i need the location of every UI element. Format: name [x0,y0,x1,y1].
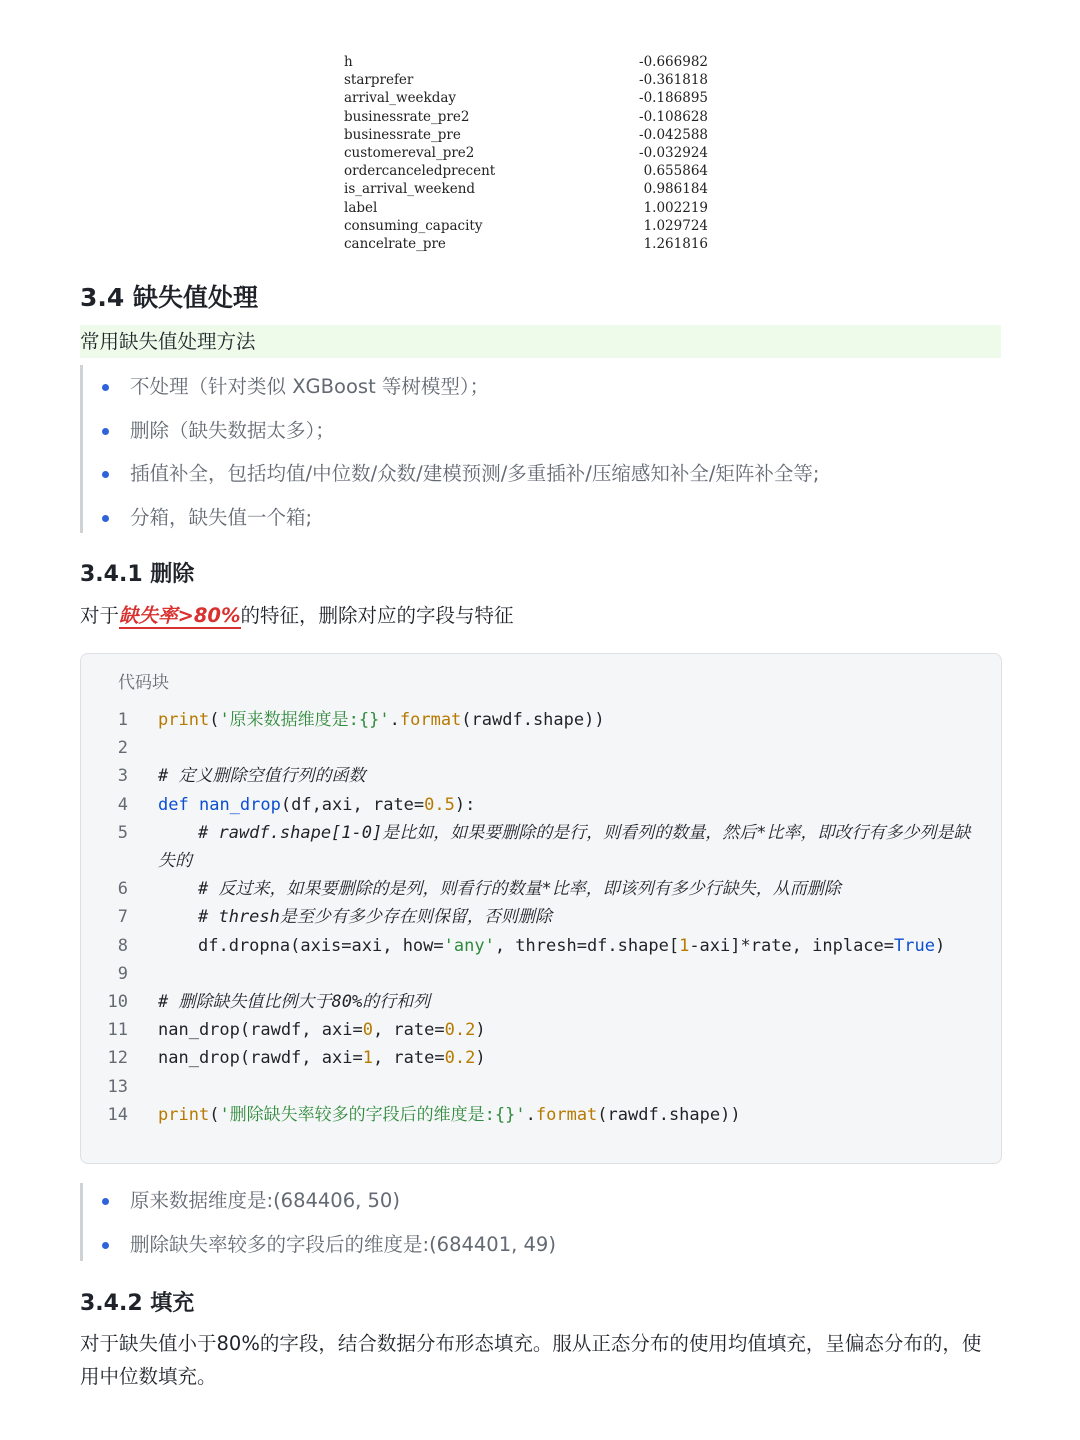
stats-row [344,162,724,180]
stats-row [344,217,724,235]
code-line: 5 # rawdf.shape[1-0]是比如，如果要删除的是行，则看列的数量，然后*比率，即改行有多少列是缺失的 [81,819,1001,875]
list-item-text: 插值补全，包括均值/中位数/众数/建模预测/多重插补/压缩感知补全/矩阵补全等; [130,462,820,486]
section-heading-3-4-2: 3.4.2 填充 [80,1291,195,1316]
bullet-icon [102,471,109,478]
delete-description [80,599,514,632]
stats-name: consuming_capacity [344,217,483,234]
stats-value: 0.655864 [643,163,708,180]
stats-name: cancelrate_pre [344,235,446,252]
line-number: 10 [107,992,128,1013]
stats-value: -0.032924 [639,144,708,161]
code-line: 6 # 反过来，如果要删除的是列，则看行的数量*比率，即该列有多少行缺失，从而删除 [81,875,1001,903]
list-item-text: 删除缺失率较多的字段后的维度是:(684401, 49) [130,1233,556,1256]
code-line [81,734,1001,762]
line-number: 4 [117,794,128,815]
list-item [83,1227,556,1271]
methods-quote [80,365,820,533]
highlight-block: 常用缺失值处理方法 [80,325,1001,358]
line-number: 1 [117,710,128,730]
stats-row [344,126,724,144]
stats-name: starprefer [344,72,414,89]
stats-row [344,89,724,107]
stats-value: 1.002219 [643,199,708,216]
stats-name: businessrate_pre2 [344,108,470,125]
stats-value: -0.186895 [639,90,708,107]
code-line: 12 nan_drop(rawdf, axi=1, rate=0.2) [81,1044,1001,1072]
line-number: 5 [117,822,128,843]
line-number: 6 [117,879,128,900]
stats-value: -0.361818 [639,72,708,89]
code-line: 8 df.dropna(axis=axi, how='any', thresh=df.shape[1-axi]*rate, inplace=True) [81,932,1001,960]
line-number: 8 [117,935,128,956]
line-number: 3 [117,766,128,787]
code-line: 7 # thresh是至少有多少存在则保留，否则删除 [81,903,1001,931]
code-line: 1 print('原来数据维度是:{}'.format(rawdf.shape)) [81,706,1001,734]
line-number: 12 [107,1048,128,1069]
fill-description: 对于缺失值小于80%的字段，结合数据分布形态填充。服从正态分布的使用均值填充，呈偏态分布的，使用中位数填充。 [80,1332,982,1388]
line-number: 9 [117,963,128,984]
line-number: 7 [117,907,128,928]
bullet-icon [102,384,109,391]
code-line: 10 # 删除缺失值比例大于80%的行和列 [81,988,1001,1016]
text-segment: 的特征，删除对应的字段与特征 [240,604,514,627]
stats-value: -0.666982 [639,54,708,70]
code-line: 14 print('删除缺失率较多的字段后的维度是:{}'.format(rawdf.shape)) [81,1101,1001,1129]
list-item [83,409,820,453]
list-item [83,365,820,409]
stats-row [344,144,724,162]
text-segment: 对于 [80,604,120,627]
stats-value: 1.261816 [643,235,708,252]
list-item [83,496,820,540]
stats-name: businessrate_pre [344,126,461,143]
stats-row [344,71,724,89]
stats-row [344,180,724,198]
stats-name: h [344,54,353,70]
stats-name: label [344,199,378,216]
stats-row [344,108,724,126]
list-item [83,452,820,496]
stats-table [344,53,724,253]
code-line [81,960,1001,988]
stats-row [344,235,724,253]
stats-value: 0.986184 [643,181,708,198]
line-number: 11 [107,1020,128,1041]
stats-value: 1.029724 [643,217,708,234]
code-block[interactable] [80,653,1002,1164]
section-heading-3-4-1: 3.4.1 删除 [80,562,195,587]
section-heading-3-4: 3.4 缺失值处理 [80,283,258,312]
line-number: 2 [117,738,128,759]
output-list [83,1183,556,1271]
code-line: 4 def nan_drop(df,axi, rate=0.5): [81,791,1001,819]
code-line: 11 nan_drop(rawdf, axi=0, rate=0.2) [81,1016,1001,1044]
stats-name: ordercanceledprecent [344,163,496,180]
list-item-text: 分箱，缺失值一个箱; [130,505,313,529]
bullet-icon [102,1242,109,1249]
bullet-icon [102,515,109,522]
output-quote [80,1183,556,1261]
stats-name: arrival_weekday [344,90,457,107]
line-number: 14 [107,1104,128,1125]
line-number: 13 [107,1076,128,1097]
bullet-icon [102,428,109,435]
emphasis-text: 缺失率>80% [119,604,241,627]
stats-name: is_arrival_weekend [344,181,476,198]
list-item [83,1183,556,1227]
code-lines [81,706,1001,1129]
stats-value: -0.108628 [639,108,708,125]
stats-name: customereval_pre2 [344,144,475,161]
list-item-text: 不处理（针对类似 XGBoost 等树模型）； [130,375,490,398]
bullet-icon [102,1198,109,1205]
stats-row [344,53,724,71]
list-item-text: 删除（缺失数据太多）； [130,418,335,442]
stats-row [344,199,724,217]
code-line [81,1073,1001,1101]
methods-list [83,365,820,539]
code-block-title: 代码块 [118,673,169,693]
list-item-text: 原来数据维度是:(684406, 50) [130,1189,400,1212]
stats-value: -0.042588 [639,126,708,143]
code-line: 3 # 定义删除空值行列的函数 [81,762,1001,790]
